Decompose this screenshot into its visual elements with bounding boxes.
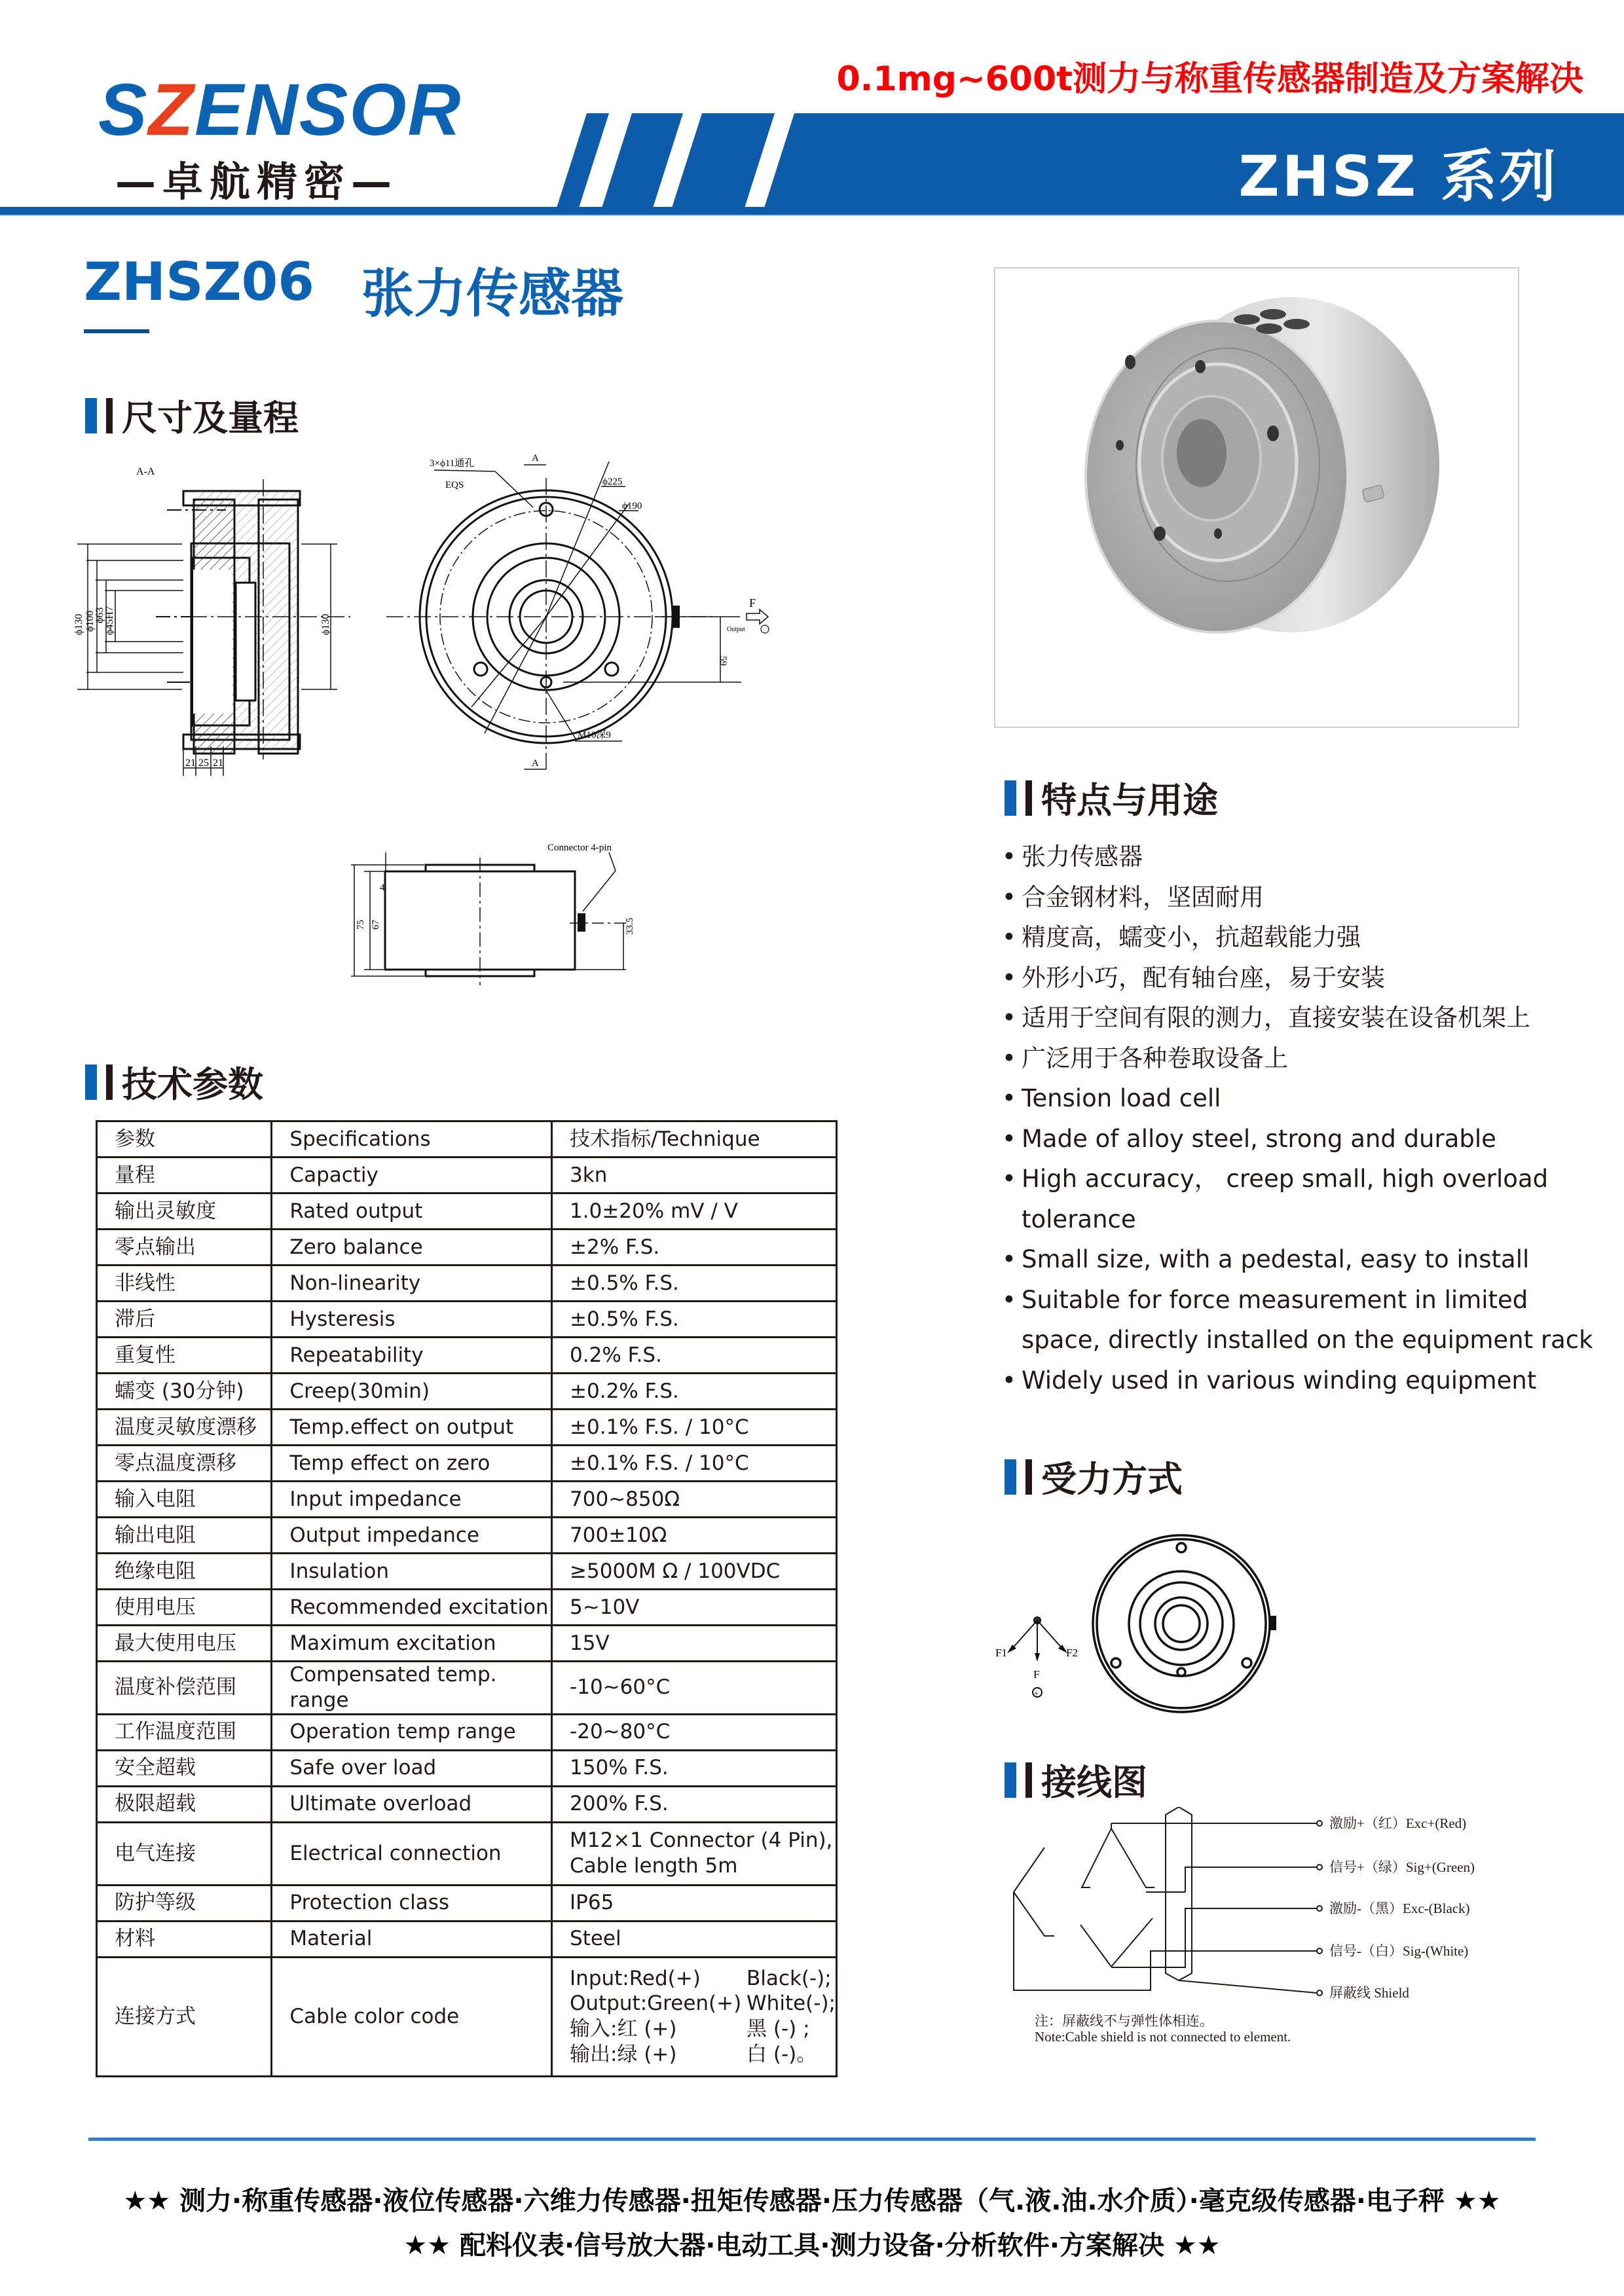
svg-text:Connector 4-pin: Connector 4-pin [547,843,612,853]
param-en: Compensated temp. range [272,1662,552,1715]
section-title: 特点与用途 [1041,780,1218,821]
svg-text:Note:Cable shield is not conne: Note:Cable shield is not connected to element. [1035,2029,1291,2043]
brand-logo [98,69,462,151]
cable-line: Input:Red(+) [570,1966,701,1990]
param-cn: 连接方式 [97,1957,272,2076]
cable-line: 白 (-)。 [747,2042,817,2066]
svg-text:33.5: 33.5 [625,917,635,935]
title-underline [84,329,149,333]
svg-text:67: 67 [371,920,381,930]
section-heading-wiring [1005,1755,1147,1805]
dimension-drawing [65,445,917,1048]
table-row [97,1302,837,1338]
header-cell: 参数 [97,1121,272,1157]
logo-z: Z [148,69,195,151]
section-title: 受力方式 [1041,1459,1183,1500]
list-item: • Tension load cell [1002,1084,1221,1112]
param-value: 700±10Ω [552,1518,837,1554]
param-value [552,1957,837,2076]
section-marker-dark [1025,780,1032,816]
table-row [97,1885,837,1921]
svg-text:ϕ130: ϕ130 [320,613,331,635]
section-marker-blue [85,1065,97,1100]
svg-text:ϕ225: ϕ225 [602,477,623,487]
param-en: Material [272,1921,552,1957]
svg-text:注：屏蔽线不与弹性体相连。: 注：屏蔽线不与弹性体相连。 [1035,2013,1213,2029]
svg-text:F: F [749,596,756,610]
svg-text:+: + [1034,1688,1039,1698]
param-en: Capactiy [272,1157,552,1194]
param-value: 700~850Ω [552,1482,837,1518]
list-item: • 适用于空间有限的测力，直接安装在设备机架上 [1002,1004,1530,1032]
param-cn: 重复性 [97,1338,272,1374]
param-value: 150% F.S. [552,1750,837,1786]
product-model: ZHSZ06 [84,251,314,312]
param-cn: 蠕变 (30分钟) [97,1374,272,1410]
list-item: • High accuracy， creep small, high overload [1002,1165,1549,1193]
param-cn: 输出电阻 [97,1518,272,1554]
param-cn: 输出灵敏度 [97,1194,272,1230]
param-en: Recommended excitation [272,1590,552,1626]
cable-line: 输入:红 (+) [570,2017,677,2041]
param-en: Output impedance [272,1518,552,1554]
param-value: 5~10V [552,1590,837,1626]
connector-line: M12×1 Connector (4 Pin), [570,1829,833,1853]
table-row [97,1374,837,1410]
param-cn: 温度灵敏度漂移 [97,1410,272,1446]
param-en: Ultimate overload [272,1786,552,1822]
footer-products-line: ★★ 测力·称重传感器·液位传感器·六维力传感器·扭矩传感器·压力传感器（气.液.油.水介质）·毫克级传感器·电子秤 ★★ [123,2186,1501,2216]
param-en: Creep(30min) [272,1374,552,1410]
table-row-cable [97,1957,837,2076]
list-item-continuation: space, directly installed on the equipment rack [1022,1326,1593,1354]
list-item: • Made of alloy steel, strong and durable [1002,1124,1496,1153]
list-item: • 合金钢材料，坚固耐用 [1002,883,1264,911]
section-heading-dimensions [85,390,299,441]
section-title: 技术参数 [122,1064,263,1105]
section-marker-dark [106,1065,113,1100]
param-cn: 绝缘电阻 [97,1554,272,1590]
section-title: 尺寸及量程 [122,397,299,439]
param-en: Protection class [272,1885,552,1921]
param-value: 0.2% F.S. [552,1338,837,1374]
table-row [97,1482,837,1518]
section-heading-tech-params [85,1057,263,1107]
list-item: • 广泛用于各种卷取设备上 [1002,1044,1288,1072]
section-marker-dark [106,398,113,433]
list-item: • 外形小巧，配有轴台座，易于安装 [1002,963,1385,992]
svg-text:21: 21 [185,757,196,769]
param-cn: 输入电阻 [97,1482,272,1518]
svg-text:4: 4 [380,883,385,893]
svg-text:信号+（绿）Sig+(Green): 信号+（绿）Sig+(Green) [1329,1859,1475,1875]
svg-text:ϕ100: ϕ100 [84,610,96,632]
brand-cn-name: —卓航精密— [115,158,399,206]
param-cn: 温度补偿范围 [97,1662,272,1715]
list-item-continuation: tolerance [1022,1205,1136,1233]
table-row [97,1786,837,1822]
param-cn: 量程 [97,1157,272,1194]
param-cn: 零点输出 [97,1230,272,1266]
param-value: ±0.1% F.S. / 10°C [552,1446,837,1482]
param-cn: 使用电压 [97,1590,272,1626]
param-cn: 最大使用电压 [97,1626,272,1662]
list-item: • Widely used in various winding equipment [1002,1366,1537,1394]
table-row [97,1410,837,1446]
svg-text:3×ϕ11通孔: 3×ϕ11通孔 [430,458,475,469]
svg-text:F2: F2 [1066,1647,1078,1659]
param-value: -10~60°C [552,1662,837,1715]
table-row [97,1590,837,1626]
param-value: ±0.1% F.S. / 10°C [552,1410,837,1446]
param-value [552,1822,837,1885]
section-marker-blue [1005,780,1016,816]
svg-text:EQS: EQS [445,480,464,490]
section-marker-dark [1025,1459,1032,1495]
load-cell-render [995,268,1518,727]
list-item: • 精度高，蠕变小，抗超载能力强 [1002,923,1361,951]
list-item: • Suitable for force measurement in limited [1002,1285,1528,1314]
param-en: Operation temp range [272,1714,552,1750]
param-en: Safe over load [272,1750,552,1786]
param-en: Hysteresis [272,1302,552,1338]
series-title: ZHSZ 系列 [1238,144,1559,210]
param-en: Non-linearity [272,1266,552,1302]
list-item: • Small size, with a pedestal, easy to install [1002,1245,1530,1273]
param-en: Temp effect on zero [272,1446,552,1482]
force-mode-diagram [982,1506,1375,1741]
param-cn: 材料 [97,1921,272,1957]
param-value: ≥5000M Ω / 100VDC [552,1554,837,1590]
cable-line: Output:Green(+) [570,1992,742,2016]
param-cn: 极限超载 [97,1786,272,1822]
param-en: Cable color code [272,1957,552,2076]
cable-line: 黑 (-) ; [747,2017,810,2041]
table-row-electrical [97,1822,837,1885]
param-en: Rated output [272,1194,552,1230]
param-en: Maximum excitation [272,1626,552,1662]
svg-text:激励-（黑）Exc-(Black): 激励-（黑）Exc-(Black) [1329,1901,1470,1916]
footer-divider [88,2138,1536,2141]
param-value: ±2% F.S. [552,1230,837,1266]
table-row [97,1626,837,1662]
param-en: Electrical connection [272,1822,552,1885]
param-value: ±0.5% F.S. [552,1266,837,1302]
features-list [1002,837,1593,1400]
param-value: 200% F.S. [552,1786,837,1822]
param-value: Steel [552,1921,837,1957]
product-name: 张力传感器 [361,263,623,324]
svg-text:屏蔽线 Shield: 屏蔽线 Shield [1329,1985,1409,2001]
section-marker-blue [1005,1762,1016,1798]
spec-table [96,1120,838,2077]
table-row [97,1266,837,1302]
param-cn: 零点温度漂移 [97,1446,272,1482]
param-cn: 电气连接 [97,1822,272,1885]
header-cell: 技术指标/Technique [552,1121,837,1157]
footer-services-line: ★★ 配料仪表·信号放大器·电动工具·测力设备·分析软件·方案解决 ★★ [403,2231,1221,2261]
table-row [97,1446,837,1482]
svg-text:ϕ63: ϕ63 [94,607,105,623]
logo-s: S [98,69,149,151]
svg-text:21: 21 [213,757,223,769]
section-heading-features [1005,773,1218,823]
svg-text:ϕ130: ϕ130 [73,613,84,635]
param-en: Insulation [272,1554,552,1590]
section-marker-blue [1005,1459,1016,1495]
param-value: 1.0±20% mV / V [552,1194,837,1230]
param-en: Repeatability [272,1338,552,1374]
table-row [97,1921,837,1957]
svg-text:F1: F1 [995,1647,1007,1659]
param-value: 15V [552,1626,837,1662]
param-en: Temp.effect on output [272,1410,552,1446]
param-value: ±0.2% F.S. [552,1374,837,1410]
param-cn: 防护等级 [97,1885,272,1921]
section-title: 接线图 [1041,1762,1147,1803]
param-cn: 安全超载 [97,1750,272,1786]
list-item: • 张力传感器 [1002,843,1143,871]
svg-text:59: 59 [718,656,728,666]
table-row [97,1750,837,1786]
table-row [97,1194,837,1230]
header-cell: Specifications [272,1121,552,1157]
table-row [97,1518,837,1554]
section-heading-force-mode [1005,1451,1183,1502]
svg-text:Output: Output [727,626,745,633]
svg-text:75: 75 [356,920,366,930]
section-marker-blue [85,398,97,433]
table-row [97,1714,837,1750]
svg-text:信号-（白）Sig-(White): 信号-（白）Sig-(White) [1329,1943,1469,1959]
param-cn: 滞后 [97,1302,272,1338]
param-value: -20~80°C [552,1714,837,1750]
param-value: 3kn [552,1157,837,1194]
param-value: ±0.5% F.S. [552,1302,837,1338]
svg-text:ϕ190: ϕ190 [622,501,642,511]
cable-line: 输出:绿 (+) [570,2042,677,2066]
svg-text:25: 25 [198,757,209,769]
table-row [97,1230,837,1266]
svg-text:ϕ45H7: ϕ45H7 [104,606,115,635]
cable-line: White(-); [747,1992,836,2016]
svg-text:A: A [532,453,539,464]
param-en: Zero balance [272,1230,552,1266]
table-row [97,1554,837,1590]
param-value: IP65 [552,1885,837,1921]
logo-ensor: ENSOR [194,69,462,151]
cable-length-line: Cable length 5m [570,1854,738,1878]
table-row [97,1662,837,1715]
cable-line: Black(-); [747,1966,832,1990]
section-marker-dark [1025,1762,1032,1798]
tagline: 0.1mg~600t测力与称重传感器制造及方案解决 [836,60,1583,99]
table-row [97,1338,837,1374]
wiring-diagram [1008,1807,1506,2043]
param-cn: 非线性 [97,1266,272,1302]
param-en: Input impedance [272,1482,552,1518]
svg-text:M10深9: M10深9 [578,730,611,740]
product-photo [994,267,1519,728]
table-row [97,1157,837,1194]
svg-text:激励+（红）Exc+(Red): 激励+（红）Exc+(Red) [1329,1815,1467,1831]
svg-text:A: A [532,758,539,769]
table-header-row [97,1121,837,1157]
param-cn: 工作温度范围 [97,1714,272,1750]
svg-text:A-A: A-A [136,466,155,477]
svg-text:F: F [1033,1668,1040,1681]
